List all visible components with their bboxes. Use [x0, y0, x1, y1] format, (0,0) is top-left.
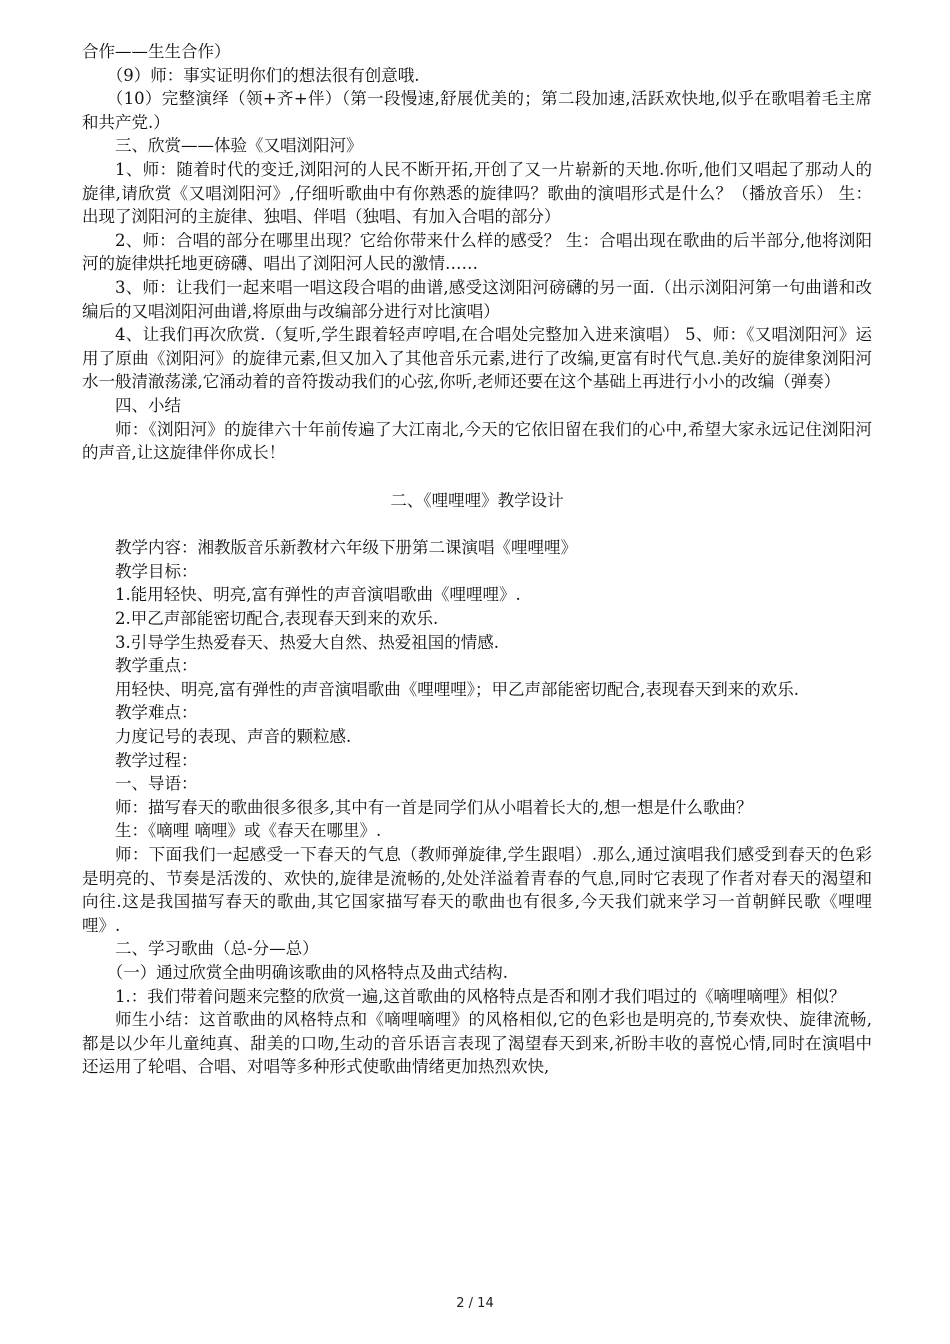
paragraph: 2、师：合唱的部分在哪里出现？它给你带来什么样的感受？ 生：合唱出现在歌曲的后半部分,他将浏阳河的旋律烘托地更磅礴、唱出了浏阳河人民的激情…… [82, 230, 872, 274]
heading-summary: 四、小结 [115, 395, 181, 415]
paragraph: 生：《嘀哩 嘀哩》或《春天在哪里》. [115, 821, 382, 841]
paragraph: 1、师：随着时代的变迁,浏阳河的人民不断开拓,开创了又一片崭新的天地.你听,他们又唱起了那动人的旋律,请欣赏《又唱浏阳河》,仔细听歌曲中有你熟悉的旋律吗？歌曲的演唱形式是什么？（播放音乐） 生：出现了浏阳河的主旋律、独唱、伴唱（独唱、有加入合唱的部分） [82, 159, 872, 227]
paragraph: （10）完整演绎（领+齐+伴）（第一段慢速,舒展优美的；第二段加速,活跃欢快地,似乎在歌唱着毛主席和共产党.） [82, 89, 872, 132]
paragraph: 用轻快、明亮,富有弹性的声音演唱歌曲《哩哩哩》；甲乙声部能密切配合,表现春天到来的欢乐. [115, 679, 799, 699]
teaching-content: 教学内容：湘教版音乐新教材六年级下册第二课演唱《哩哩哩》 [115, 538, 577, 558]
heading-difficulties: 教学难点： [115, 703, 198, 723]
list-item: 2.甲乙声部能密切配合,表现春天到来的欢乐. [115, 609, 439, 629]
page-number: 2 / 14 [456, 1296, 494, 1311]
paragraph: 师：描写春天的歌曲很多很多,其中有一首是同学们从小唱着长大的,想一想是什么歌曲？ [115, 797, 753, 817]
paragraph: （9）师：事实证明你们的想法很有创意哦. [106, 65, 420, 85]
paragraph: 师生小结：这首歌曲的风格特点和《嘀哩嘀哩》的风格相似,它的色彩也是明亮的,节奏欢快、旋律流畅,都是以少年儿童纯真、甜美的口吻,生动的音乐语言表现了渴望春天到来,祈盼丰收的喜悦心情,同时在演唱中还运用了轮唱、合唱、对唱等多种形式使歌曲情绪更加热烈欢快, [82, 1010, 872, 1077]
list-item: 1.能用轻快、明亮,富有弹性的声音演唱歌曲《哩哩哩》. [115, 585, 521, 605]
heading-process: 教学过程： [115, 750, 198, 770]
paragraph: 4、让我们再次欣赏.（复听,学生跟着轻声哼唱,在合唱处完整加入进来演唱） 5、师：《又唱浏阳河》运用了原曲《浏阳河》的旋律元素,但又加入了其他音乐元素,进行了改编,更富有时代气息.美好的旋律象浏阳河水一般清澈荡漾,它涌动着的音符拨动我们的心弦,你听,老师还要在这个基础上再进行小小的改编（弹奏） [82, 325, 872, 392]
heading-appreciation: 三、欣赏——体验《又唱浏阳河》 [115, 136, 363, 156]
paragraph: 师：《浏阳河》的旋律六十年前传遍了大江南北,今天的它依旧留在我们的心中,希望大家永远记住浏阳河的声音,让这旋律伴你成长！ [82, 419, 872, 463]
heading-intro: 一、导语： [115, 774, 198, 794]
paragraph: 1.：我们带着问题来完整的欣赏一遍,这首歌曲的风格特点是否和刚才我们唱过的《嘀哩嘀哩》相似？ [115, 986, 846, 1006]
heading-objectives: 教学目标： [115, 561, 198, 581]
list-item: 3.引导学生热爱春天、热爱大自然、热爱祖国的情感. [115, 632, 499, 652]
page-content [82, 40, 872, 1079]
heading-key-points: 教学重点： [115, 656, 198, 676]
section-title: 二、《哩哩哩》教学设计 [390, 490, 564, 510]
paragraph: 3、师：让我们一起来唱一唱这段合唱的曲谱,感受这浏阳河磅礴的另一面.（出示浏阳河第一句曲谱和改编后的又唱浏阳河曲谱,将原曲与改编部分进行对比演唱） [82, 277, 872, 321]
paragraph: 师：下面我们一起感受一下春天的气息（教师弹旋律,学生跟唱）.那么,通过演唱我们感受到春天的色彩是明亮的、节奏是活泼的、欢快的,旋律是流畅的,处处洋溢着青春的气息,同时它表现了作者对春天的渴望和向往.这是我国描写春天的歌曲,其它国家描写春天的歌曲也有很多,今天我们就来学习一首朝鲜民歌《哩哩哩》. [82, 845, 872, 935]
paragraph: 力度记号的表现、声音的颗粒感. [115, 727, 352, 747]
paragraph: （一）通过欣赏全曲明确该歌曲的风格特点及曲式结构. [106, 962, 508, 982]
heading-learn-song: 二、学习歌曲（总-分—总） [115, 939, 319, 959]
paragraph: 合作——生生合作） [82, 42, 231, 61]
